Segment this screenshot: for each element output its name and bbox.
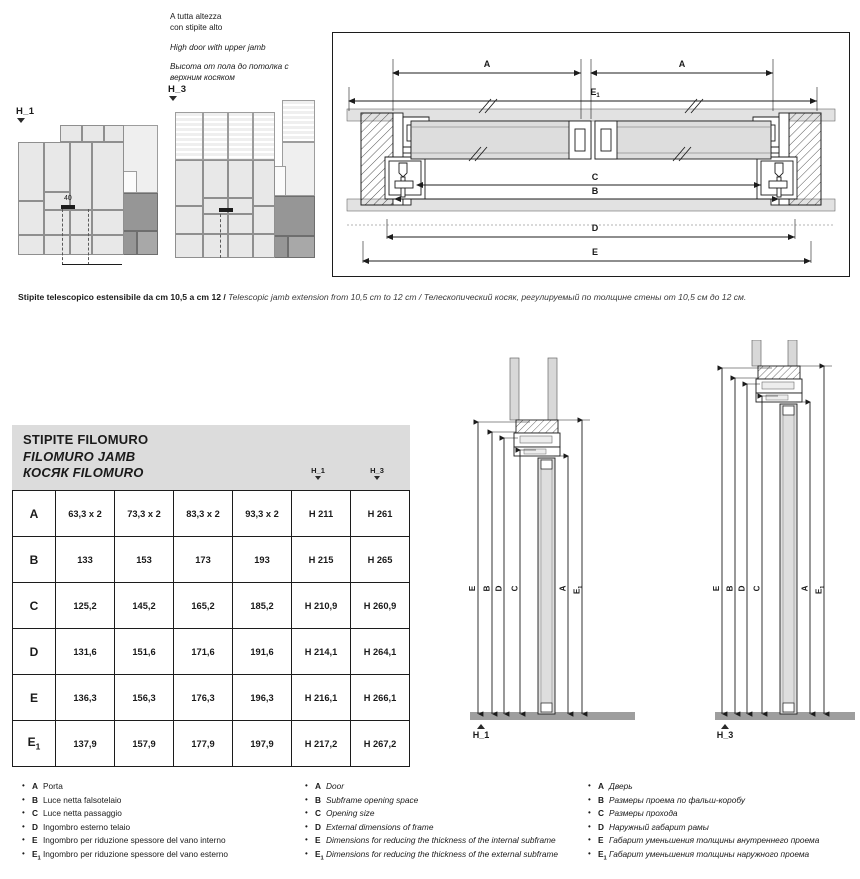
cell-value: 156,3 [132, 692, 156, 703]
elev-panel [274, 196, 315, 236]
table-cell [233, 721, 292, 767]
vert-h3-label-e1-sub: 1 [820, 585, 827, 589]
legend-text: Ingombro per riduzione spessore del vano esterno [43, 848, 228, 859]
vert-h1-label-e1 [572, 586, 584, 594]
down-triangle-icon [315, 476, 321, 480]
up-triangle-icon [721, 724, 729, 729]
elevation-h1-marker [16, 106, 34, 123]
elev-panel [18, 235, 44, 255]
note-italian-line1: A tutta altezza [170, 12, 222, 21]
spec-table-container [12, 425, 410, 767]
list-item [305, 794, 558, 808]
legend-text: Ingombro esterno telaio [43, 821, 131, 832]
legend-key-letter: E [598, 848, 604, 859]
table-cell [115, 583, 174, 629]
table-cell [115, 537, 174, 583]
legend-key [598, 848, 609, 866]
elev-panel [203, 234, 228, 258]
table-cell [174, 629, 233, 675]
table-cell [292, 537, 351, 583]
table-cell [56, 629, 115, 675]
vertical-section-h3 [690, 340, 860, 760]
legend-key: A [32, 781, 38, 791]
elev-panel [228, 160, 253, 198]
cell-value: 136,3 [73, 692, 97, 703]
list-item [22, 794, 228, 808]
vert-h1-label-a: A [558, 585, 568, 592]
elevation-h3-marker [168, 84, 186, 101]
list-item [588, 848, 819, 866]
table-cell [174, 675, 233, 721]
table-cell [292, 583, 351, 629]
elev-panel [92, 210, 124, 235]
cell-value: 133 [77, 554, 93, 565]
table-cell [56, 675, 115, 721]
list-item [22, 821, 228, 835]
table-row [13, 629, 410, 675]
vert-h1-label-c: C [510, 585, 520, 592]
elev-panel [203, 214, 228, 234]
vert-h1-caption [466, 724, 496, 740]
row-key [13, 675, 56, 721]
cell-value: 131,6 [73, 646, 97, 657]
elev-panel [18, 201, 44, 235]
vert-h3-label-e: E [712, 585, 722, 592]
table-cell [351, 629, 410, 675]
list-item [588, 780, 819, 794]
legend-text: Габарит уменьшения толщины внутреннего проема [609, 835, 820, 846]
legend-key [32, 848, 43, 866]
legend-text: Subframe opening space [326, 794, 419, 805]
table-cell [115, 629, 174, 675]
upper-jamb-stripes [228, 112, 253, 160]
legend-text: Luce netta passaggio [43, 808, 122, 819]
elev-panel [137, 231, 158, 255]
table-cell [351, 721, 410, 767]
list-item [588, 794, 819, 808]
caption-sep1: / [221, 292, 229, 302]
list-item [22, 848, 228, 866]
spec-title-russian: КОСЯК FILOMURO [23, 465, 144, 481]
dim-e1-label: $E_1$ [590, 87, 600, 99]
vert-h1-label-e1-letter: E [572, 588, 582, 595]
legend-list-italian [22, 780, 228, 866]
cell-value: 176,3 [191, 692, 215, 703]
legend-key: A [598, 781, 604, 791]
legend-key: A [315, 781, 321, 791]
row-key-letter: C [29, 598, 39, 613]
cell-value: 137,9 [73, 738, 97, 749]
elev-panel [44, 210, 70, 235]
vert-h3-label-c: C [752, 585, 762, 592]
dimension-extension-line [220, 214, 221, 258]
elev-panel [60, 125, 82, 142]
legend-key-sub: 1 [603, 855, 607, 862]
legend-text: Габарит уменьшения толщины наружного проема [609, 848, 810, 859]
dimension-extension-line [62, 209, 63, 265]
dim-e-label: E [591, 247, 599, 257]
vertical-section-h3-svg [690, 340, 860, 740]
elev-panel [253, 206, 275, 234]
list-item [22, 780, 228, 794]
table-cell [115, 675, 174, 721]
upper-jamb-stripes [175, 112, 203, 160]
table-row [13, 583, 410, 629]
legend-key: B [32, 794, 38, 805]
legend-key: D [32, 821, 38, 832]
vert-h3-caption [710, 724, 740, 740]
elev-panel [122, 193, 158, 231]
caption-russian: Телескопический косяк, регулируемый по толщине стены от 10,5 см до 12 см. [423, 292, 747, 302]
table-cell [115, 491, 174, 537]
elev-panel [70, 142, 92, 210]
legend-list-english [305, 780, 558, 866]
cell-value: 197,9 [250, 738, 274, 749]
list-item [22, 807, 228, 821]
elev-panel [18, 142, 44, 201]
elev-panel [228, 234, 253, 258]
cell-value: 157,9 [132, 738, 156, 749]
legend-key-sub: 1 [320, 855, 324, 862]
legend-block [0, 780, 860, 879]
row-key-letter: B [29, 552, 39, 567]
elev-panel [122, 231, 137, 255]
row-key [13, 721, 56, 767]
elev-panel [228, 214, 253, 234]
spec-col-mark-h1 [288, 466, 348, 480]
caption-italian: Stipite telescopico estensibile da cm 10,5 a cm 12 [18, 292, 221, 302]
cell-value: H 214,1 [304, 646, 338, 657]
legend-text: Размеры проема по фальш-коробу [609, 794, 746, 805]
row-key [13, 629, 56, 675]
horizontal-section-drawing [332, 32, 850, 277]
legend-text: Размеры прохода [609, 808, 678, 819]
cell-value: H 266,1 [363, 692, 397, 703]
elev-panel [92, 235, 124, 255]
table-cell [233, 583, 292, 629]
legend-key-letter: E [315, 848, 321, 859]
legend-key-sub: 1 [37, 855, 41, 862]
note-italian [170, 12, 320, 34]
vert-h3-label-e1 [814, 586, 826, 594]
vert-h3-label-e1-letter: E [814, 588, 824, 595]
table-cell [56, 721, 115, 767]
legend-column-russian [588, 780, 819, 866]
legend-column-italian [22, 780, 228, 866]
cell-value: 145,2 [132, 600, 156, 611]
upper-jamb-stripes [282, 100, 315, 142]
cell-value: 83,3 x 2 [186, 508, 220, 519]
cell-value: H 216,1 [304, 692, 338, 703]
table-cell [233, 491, 292, 537]
vert-h3-label-b: B [725, 585, 735, 592]
list-item [305, 848, 558, 866]
vert-h1-caption-label: H_1 [472, 730, 490, 740]
row-key [13, 491, 56, 537]
note-italian-line2: con stipite alto [170, 22, 223, 32]
legend-key: C [315, 808, 321, 819]
row-key [13, 583, 56, 629]
legend-key: C [598, 808, 604, 819]
elev-panel [44, 235, 70, 255]
cell-value: 177,9 [191, 738, 215, 749]
cell-value: 173 [195, 554, 211, 565]
legend-text: Opening size [326, 808, 375, 819]
horizontal-section-svg [333, 33, 849, 276]
dim-a-right-label: A [678, 59, 686, 69]
table-cell [174, 583, 233, 629]
dim-c-label: C [591, 172, 599, 182]
table-cell [174, 491, 233, 537]
legend-key: E [315, 835, 321, 846]
spec-col-mark-h3-label: H_3 [370, 466, 384, 475]
note-russian-line1: Высота от пола до потолка с [170, 62, 289, 72]
table-cell [292, 721, 351, 767]
note-russian-line2: верхним косяком [170, 73, 235, 83]
list-item [588, 807, 819, 821]
table-cell [292, 491, 351, 537]
door-handle-mark [219, 208, 233, 212]
row-key [13, 537, 56, 583]
table-cell [292, 675, 351, 721]
table-cell [233, 629, 292, 675]
spec-title-english: FILOMURO JAMB [23, 448, 136, 464]
legend-key: D [598, 821, 604, 832]
cell-value: 196,3 [250, 692, 274, 703]
cell-value: 185,2 [250, 600, 274, 611]
down-triangle-icon [374, 476, 380, 480]
vert-h3-label-a: A [800, 585, 810, 592]
table-cell [233, 537, 292, 583]
note-russian [170, 62, 320, 84]
elev-panel [82, 125, 104, 142]
dim-b-label: B [591, 186, 599, 196]
note-english: High door with upper jamb [170, 42, 266, 52]
elev-panel [274, 166, 286, 196]
elev-panel [288, 236, 315, 258]
cell-value: 191,6 [250, 646, 274, 657]
elevation-h3-label: H_3 [168, 84, 187, 95]
table-cell [56, 583, 115, 629]
spec-table-header-band [12, 425, 410, 490]
elev-panel [122, 171, 137, 193]
row-key-letter: D [29, 644, 39, 659]
table-cell [351, 583, 410, 629]
legend-key: E [598, 835, 604, 846]
table-cell [351, 675, 410, 721]
legend-list-russian [588, 780, 819, 866]
elev-panel [253, 234, 275, 258]
caption-sep2: / [416, 292, 424, 302]
cell-value: H 217,2 [304, 738, 338, 749]
legend-text: Dimensions for reducing the thickness of the internal subframe [326, 835, 556, 846]
elevation-drawing-h1 [18, 125, 158, 265]
table-cell [174, 537, 233, 583]
vert-h1-label-e: E [468, 585, 478, 592]
table-row [13, 537, 410, 583]
vertical-section-h1-svg [440, 340, 640, 740]
elev-panel [44, 142, 70, 192]
legend-text: Дверь [609, 781, 633, 791]
elev-panel [92, 142, 124, 210]
legend-key-letter: E [32, 848, 38, 859]
cell-value: H 215 [308, 554, 334, 565]
list-item [305, 834, 558, 848]
vert-h1-label-d: D [494, 585, 504, 592]
list-item [588, 834, 819, 848]
cell-value: 73,3 x 2 [127, 508, 161, 519]
list-item [22, 834, 228, 848]
cell-value: H 261 [367, 508, 393, 519]
elev-panel [282, 142, 315, 196]
down-triangle-icon [17, 118, 25, 123]
elev-panel [104, 125, 124, 142]
row-key-letter: E [29, 690, 38, 705]
cell-value: 165,2 [191, 600, 215, 611]
cell-value: 193 [254, 554, 270, 565]
list-item [305, 780, 558, 794]
legend-column-english [305, 780, 558, 866]
spec-col-mark-h1-label: H_1 [311, 466, 325, 475]
table-cell [351, 491, 410, 537]
elevation-note-block [170, 12, 320, 84]
elev-panel [175, 160, 203, 206]
legend-key [315, 848, 326, 866]
cell-value: 171,6 [191, 646, 215, 657]
cell-value: 93,3 x 2 [245, 508, 279, 519]
elevation-h1-label: H_1 [16, 106, 35, 117]
list-item [588, 821, 819, 835]
legend-key: C [32, 808, 38, 819]
elevation-drawing-h3 [170, 100, 315, 265]
table-cell [56, 537, 115, 583]
list-item [305, 807, 558, 821]
vert-h3-label-d: D [737, 585, 747, 592]
cell-value: 151,6 [132, 646, 156, 657]
vert-h1-label-b: B [482, 585, 492, 592]
dimension-40-label: 40 [64, 195, 72, 202]
legend-text: Dimensions for reducing the thickness of the external subframe [326, 848, 558, 859]
legend-text: Door [326, 781, 344, 791]
cell-value: 153 [136, 554, 152, 565]
cell-value: H 211 [308, 508, 334, 519]
cell-value: H 264,1 [363, 646, 397, 657]
elev-panel [253, 160, 275, 206]
table-row [13, 675, 410, 721]
table-row [13, 721, 410, 767]
dim-d-label: D [591, 223, 599, 233]
table-cell [233, 675, 292, 721]
cell-value: H 210,9 [304, 600, 338, 611]
vert-h3-caption-label: H_3 [716, 730, 734, 740]
upper-jamb-stripes [203, 112, 228, 160]
row-key-letter: E [27, 735, 36, 750]
cell-value: 125,2 [73, 600, 97, 611]
door-handle-mark [61, 205, 75, 209]
vert-h1-label-e1-sub: 1 [578, 585, 585, 589]
spec-col-mark-h3 [347, 466, 407, 480]
dim-a-left-label: A [483, 59, 491, 69]
table-cell [292, 629, 351, 675]
table-cell [174, 721, 233, 767]
elev-panel [274, 236, 288, 258]
dimension-extension-line [88, 209, 89, 265]
legend-key: D [315, 821, 321, 832]
legend-text: Luce netta falsotelaio [43, 794, 122, 805]
list-item [305, 821, 558, 835]
legend-text: Ingombro per riduzione spessore del vano interno [43, 835, 226, 846]
elev-panel [175, 206, 203, 234]
row-key-subscript: 1 [35, 741, 41, 752]
table-cell [351, 537, 410, 583]
legend-text: Porta [43, 781, 63, 791]
row-key-letter: A [29, 506, 39, 521]
spec-table-titles [23, 432, 148, 482]
top-left-elevations-panel [0, 0, 330, 290]
cell-value: H 265 [367, 554, 393, 565]
table-cell [115, 721, 174, 767]
upper-jamb-stripes [253, 112, 275, 160]
legend-key: E [32, 835, 38, 846]
spec-title-italian: STIPITE FILOMURO [23, 432, 149, 447]
legend-text: External dimensions of frame [326, 821, 434, 832]
cell-value: H 267,2 [363, 738, 397, 749]
table-row [13, 491, 410, 537]
legend-key: B [315, 794, 321, 805]
elev-panel [175, 234, 203, 258]
legend-text: Наружный габарит рамы [609, 821, 709, 832]
legend-key: B [598, 794, 604, 805]
up-triangle-icon [477, 724, 485, 729]
spec-table [12, 490, 410, 767]
telescopic-jamb-caption [18, 292, 848, 302]
elev-panel [203, 160, 228, 198]
dimension-line [62, 264, 122, 265]
cell-value: H 260,9 [363, 600, 397, 611]
table-cell [56, 491, 115, 537]
vertical-section-h1 [440, 340, 640, 760]
cell-value: 63,3 x 2 [68, 508, 102, 519]
caption-english: Telescopic jamb extension from 10,5 cm to 12 cm [228, 292, 417, 302]
